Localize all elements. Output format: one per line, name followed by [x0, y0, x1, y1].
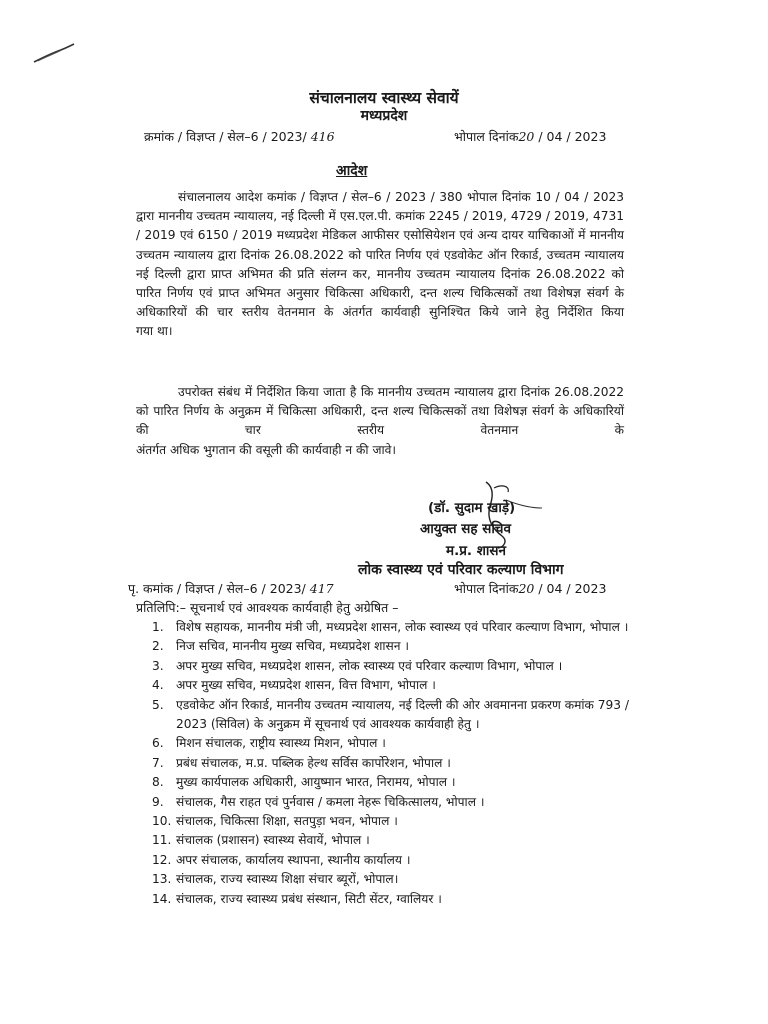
order-date-label: भोपाल दिनांक: [454, 129, 519, 144]
signatory-government: म.प्र. शासन: [446, 543, 507, 559]
recipient-item: 7. प्रबंध संचालक, म.प्र. पब्लिक हेल्थ सर्विस कार्पोरेशन, भोपाल ।: [152, 755, 451, 770]
recipient-item: 14. संचालक, राज्य स्वास्थ्य प्रबंध संस्थान, सिटी सेंटर, ग्वालियर ।: [152, 891, 442, 906]
order-paragraph-1: [136, 188, 624, 342]
endorsement-number: [128, 580, 334, 597]
pen-mark: [32, 42, 76, 64]
recipient-item: 9. संचालक, गैस राहत एवं पुर्नवास / कमला नेहरू चिकित्सालय, भोपाल ।: [152, 794, 485, 809]
recipient-item: 10. संचालक, चिकित्सा शिक्षा, सतपुड़ा भवन, भोपाल ।: [152, 814, 398, 829]
order-date: [454, 128, 606, 145]
paragraph-2-text: उपरोक्त संबंध में निर्देशित किया जाता है कि माननीय उच्चतम न्यायालय द्वारा दिनांक 26.08.2022 को पारित निर्णय के अनुक्रम में चिकित्सा अधिकारी, दन्त शल्य चिकित्सकों तथा विशेषज्ञ संवर्ग के अधिकारियों की चार स्तरीय वेतनमान के: [136, 385, 624, 438]
order-date-rest: / 04 / 2023: [538, 129, 607, 144]
recipient-item: 2. निज सचिव, माननीय मुख्य सचिव, मध्यप्रदेश शासन ।: [152, 639, 410, 654]
recipient-item: 1. विशेष सहायक, माननीय मंत्री जी, मध्यप्रदेश शासन, लोक स्वास्थ्य एवं परिवार कल्याण विभाग, भोपाल ।: [152, 620, 629, 634]
order-date-day: 20: [518, 129, 535, 144]
recipient-item: 4. अपर मुख्य सचिव, मध्यप्रदेश शासन, वित्त विभाग, भोपाल ।: [152, 678, 436, 693]
state-heading: मध्यप्रदेश: [360, 108, 408, 124]
signatory-department: लोक स्वास्थ्य एवं परिवार कल्याण विभाग: [358, 562, 564, 578]
office-heading: संचालनालय स्वास्थ्य सेवायें: [309, 89, 459, 107]
order-number-text: क्रमांक / विज्ञप्त / सेल–6 / 2023/: [144, 129, 307, 144]
endorsement-number-handwritten: 417: [309, 581, 334, 596]
order-title: आदेश: [336, 163, 368, 179]
recipient-item: 3. अपर मुख्य सचिव, मध्यप्रदेश शासन, लोक स्वास्थ्य एवं परिवार कल्याण विभाग, भोपाल ।: [152, 658, 563, 673]
recipient-item: 8. मुख्य कार्यपालक अधिकारी, आयुष्मान भारत, निरामय, भोपाल ।: [152, 775, 456, 790]
recipient-item: 6. मिशन संचालक, राष्ट्रीय स्वास्थ्य मिशन, भोपाल ।: [152, 736, 386, 751]
paragraph-1-text: संचालनालय आदेश कमांक / विज्ञप्त / सेल–6 / 2023 / 380 भोपाल दिनांक 10 / 04 / 2023 द्वारा माननीय उच्चतम न्यायालय, नई दिल्ली में एस.एल.पी. कमांक 2245 / 2019, 4729 / 2019, 4731 / 2019 एवं 6150 / 2019 मध्यप्रदेश मेडिकल आफीसर एसोसियेशन एवं अन्य दायर याचिकाओं में माननीय उच्चतम न्यायालय द्वारा दिनांक 26.08.2022 को पारित निर्णय एवं एडवोकेट ऑन रिकार्ड, उच्चतम न्यायालय नई दिल्ली द्वारा प्राप्त अभिमत की प्रति संलग्न कर, माननीय उच्चतम न्यायालय दिनांक 26.08.2022 को पारित निर्णय एवं प्राप्त अभिमत अनुसार चिकित्सा अधिकारी, दन्त शल्य चिकित्सकों तथा विशेषज्ञ संवर्ग के अधिकारियों की चार स्तरीय वेतनमान के अंतर्गत कार्यवाही सुनिश्चित किये जाने हेतु निर्देशित किया: [136, 190, 624, 320]
endorsement-number-text: पृ. कमांक / विज्ञप्त / सेल–6 / 2023/: [128, 581, 306, 596]
signatory-designation: आयुक्त सह सचिव: [420, 521, 511, 537]
recipient-item: 13. संचालक, राज्य स्वास्थ्य शिक्षा संचार ब्यूरों, भोपाल।: [152, 872, 399, 887]
signatory-name: (डॉ. सुदाम खाड़े): [428, 500, 516, 516]
recipient-item: 12. अपर संचालक, कार्यालय स्थापना, स्थानीय कार्यालय ।: [152, 852, 411, 867]
endorsement-date-label: भोपाल दिनांक: [454, 581, 519, 596]
endorsement-date-day: 20: [518, 581, 535, 596]
recipient-list: [152, 618, 632, 909]
order-number-handwritten: 416: [310, 129, 335, 144]
order-number: [144, 128, 335, 145]
recipient-item: 11. संचालक (प्रशासन) स्वास्थ्य सेवायें, भोपाल ।: [152, 833, 370, 848]
paragraph-2-last-line: अंतर्गत अधिक भुगतान की वसूली की कार्यवाही न की जावे।: [136, 442, 397, 457]
endorsement-date: [454, 580, 606, 597]
order-paragraph-2: [136, 383, 624, 460]
endorsement-date-rest: / 04 / 2023: [538, 581, 607, 596]
recipient-item: 5. एडवोकेट ऑन रिकार्ड, माननीय उच्चतम न्यायालय, नई दिल्ली की ओर अवमानना प्रकरण कमांक 793 / 2023 (सिविल) के अनुक्रम में सूचनार्थ एवं आवश्यक कार्यवाही हेतु ।: [152, 697, 630, 732]
paragraph-1-last-line: गया था।: [136, 324, 173, 339]
copy-to-line: प्रतिलिपि:– सूचनार्थ एवं आवश्यक कार्यवाही हेतु अग्रेषित –: [136, 600, 399, 615]
